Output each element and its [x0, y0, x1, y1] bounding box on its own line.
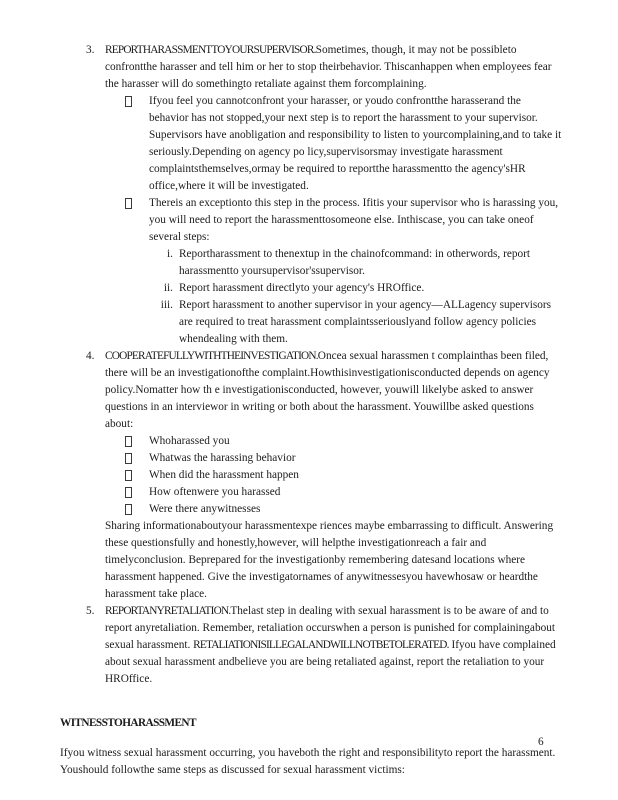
- list-item-3-text: [105, 42, 562, 348]
- missing-glyph-bullet-icon: [125, 504, 132, 515]
- item3-bullet-2: [105, 195, 562, 246]
- item3-bullet-1-text: Ifyou feel you cannotconfront your harasser, or youdo confrontthe harasserand the behavior has not stopped,your next step is to report the harassment to your supervisor. Supervisors have anobligation and responsibility to listen to yourcomplaining,and to take it seriously.Depending on agency po licy,supervisorsmay investigate harassment complaintsthemselves,ormay be required to reportthe harassmentto the agency'sHR office,where it will be investigated.: [149, 95, 562, 192]
- item5-title: REPORTANYRETALIATION.: [105, 605, 231, 617]
- item3-roman-i: [105, 246, 562, 280]
- item4-closing-paragraph: Sharing informationaboutyour harassmentexpe riences maybe embarrassing to difficult. Answering these questionsfully and honestly,however, will helpthe investigationreach a fair and timelyconclusion. Beprepared for the investigationby remembering datesand locations where harassment happened. Give the investigatornames of anywitnessesyou havewhosaw or heardthe harassment take place.: [105, 520, 554, 600]
- section-heading-witness-to-harassment: WITNESSTOHARASSMENT: [60, 717, 196, 729]
- item4-question-4: [105, 484, 562, 501]
- roman-numeral: i.: [167, 248, 173, 260]
- item3-bullet-1: [105, 93, 562, 195]
- item4-body: Oncea sexual harassmen t complainthas been filed, there will be an investigationofthe complaint.Howthisinvestigationisconducted depends on agency policy.Nomatter how th e investigationisconducted, however, youwill likelybe asked to answer questions in an interviewor in writing or both about the harassment. Youwillbe asked questions about:: [105, 350, 550, 430]
- roman-numeral: ii.: [163, 282, 173, 294]
- list-item-3-number: 3.: [86, 44, 95, 56]
- item4-question-4-text: How oftenwere you harassed: [149, 486, 281, 498]
- list-item-4-text: [105, 348, 562, 603]
- missing-glyph-bullet-icon: [125, 470, 132, 481]
- item3-roman-iii-text: Report harassment to another supervisor in your agency—ALLagency supervisors are required to treat harassment complaintsseriouslyand follow agency policies whendealing with them.: [179, 299, 552, 345]
- roman-numeral: iii.: [160, 299, 173, 311]
- list-item-4-number: 4.: [86, 350, 95, 362]
- item4-question-1-text: Whoharassed you: [149, 435, 230, 447]
- missing-glyph-bullet-icon: [125, 487, 132, 498]
- item4-question-3: [105, 467, 562, 484]
- item4-question-2-text: Whatwas the harassing behavior: [149, 452, 296, 464]
- item5-body-1: Thelast step in dealing with sexual harassment is to be aware of and to report anyretaliation. Remember, retaliation occurswhen a person is punished for complainingabout sexual harassment.: [105, 605, 556, 651]
- missing-glyph-bullet-icon: [125, 96, 132, 107]
- item3-roman-ii-text: Report harassment directlyto your agency's HROffice.: [179, 282, 425, 294]
- item3-roman-iii: [105, 297, 562, 348]
- item3-title: REPORTHARASSMENTTOYOURSUPERVISOR.: [105, 44, 316, 56]
- item4-question-3-text: When did the harassment happen: [149, 469, 299, 481]
- list-item-5: [60, 603, 562, 688]
- item3-roman-ii: [105, 280, 562, 297]
- item4-question-1: [105, 433, 562, 450]
- list-item-4: [60, 348, 562, 603]
- page-content: [60, 42, 562, 779]
- item4-question-2: [105, 450, 562, 467]
- missing-glyph-bullet-icon: [125, 198, 132, 209]
- item4-question-5-text: Were there anywitnesses: [149, 503, 261, 515]
- item4-title: COOPERATEFULLYWITHTHEINVESTIGATION.: [105, 350, 318, 362]
- item4-question-5: [105, 501, 562, 518]
- item5-caps-warning: RETALIATIONISILLEGALANDWILLNOTBETOLERATED.: [193, 639, 449, 651]
- missing-glyph-bullet-icon: [125, 436, 132, 447]
- list-item-5-number: 5.: [86, 605, 95, 617]
- missing-glyph-bullet-icon: [125, 453, 132, 464]
- item3-body: Sometimes, though, it may not be possibleto confrontthe harasser and tell him or her to stop theirbehavior. Thiscanhappen when employees fear the harasser will do somethingto retaliate against them forcomplaining.: [105, 44, 552, 90]
- witness-intro-paragraph: Ifyou witness sexual harassment occurring, you haveboth the right and responsibilityto report the harassment. Youshould followthe same steps as discussed for sexual harassment victims:: [60, 747, 556, 776]
- item3-roman-i-text: Reportharassment to thenextup in the chainofcommand: in otherwords, report harassmentto yoursupervisor'ssupervisor.: [179, 248, 531, 277]
- list-item-3: [60, 42, 562, 348]
- item5-body-2: Ifyou have complained about sexual harassment andbelieve you are being retaliated against, report the retaliation to your HROffice.: [105, 639, 556, 685]
- page-number: 6: [538, 736, 544, 748]
- item3-bullet-2-text: Thereis an exceptionto this step in the process. Ifitis your supervisor who is harassing you, you will need to report the harassmenttosomeone else. Inthiscase, you can take oneof several steps:: [149, 197, 559, 243]
- list-item-5-text: [105, 603, 562, 688]
